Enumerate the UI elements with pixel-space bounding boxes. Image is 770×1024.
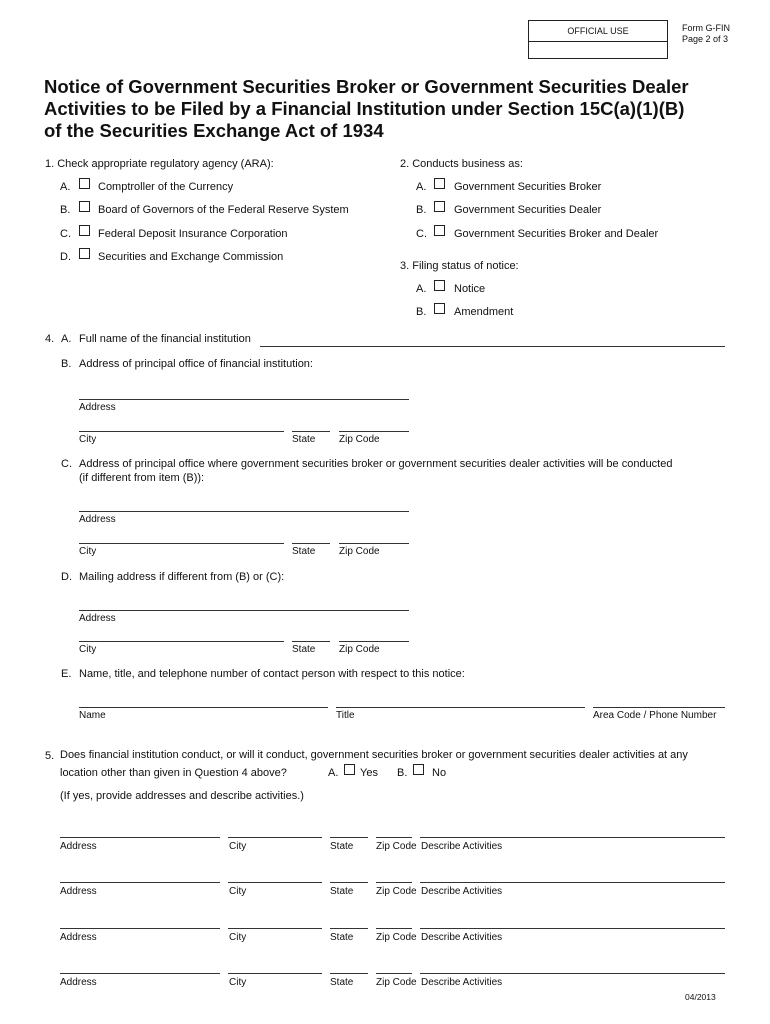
q1-a-text: Comptroller of the Currency [98,181,234,193]
c-zip-label: Zip Code [339,546,380,557]
row1-city-label: City [229,841,247,852]
q3-a-letter: A. [416,283,427,295]
row4-zip-label: Zip Code [376,977,417,988]
form-name: Form G-FIN [682,23,730,33]
row4-activities-field[interactable] [420,973,725,974]
form-id [682,23,730,45]
q5-yes-text: Yes [360,767,378,779]
row2-address-field[interactable] [60,882,220,883]
q3-b-checkbox[interactable] [434,303,445,314]
b-address-field[interactable] [79,399,409,400]
c-address-label: Address [79,514,116,525]
q2-a-text: Government Securities Broker [454,181,602,193]
row3-activities-label: Describe Activities [421,932,503,943]
row1-city-field[interactable] [228,837,322,838]
q5-text-1: Does financial institution conduct, or will it conduct, government securities broker or government securities dealer activities at any [60,749,688,761]
row1-activities-field[interactable] [420,837,725,838]
row4-zip-field[interactable] [376,973,412,974]
q5-note: (If yes, provide addresses and describe activities.) [60,790,304,802]
contact-phone-field[interactable] [593,707,725,708]
institution-name-field[interactable] [260,346,725,347]
q1-d-text: Securities and Exchange Commission [98,251,284,263]
row2-state-label: State [330,886,354,897]
b-state-label: State [292,434,316,445]
official-use-label: OFFICIAL USE [528,20,668,42]
row1-state-field[interactable] [330,837,368,838]
q5-no-text: No [432,767,447,779]
q2-c-text: Government Securities Broker and Dealer [454,228,659,240]
row2-zip-field[interactable] [376,882,412,883]
row3-address-field[interactable] [60,928,220,929]
q5-no-letter: B. [397,767,408,779]
b-city-label: City [79,434,97,445]
q3-label: 3. Filing status of notice: [400,260,519,272]
b-state-field[interactable] [292,431,330,432]
contact-name-field[interactable] [79,707,328,708]
row1-zip-label: Zip Code [376,841,417,852]
q1-a-letter: A. [60,181,71,193]
row4-state-field[interactable] [330,973,368,974]
q4-c-text-1: Address of principal office where government securities broker or government securities dealer activities will be conducted [79,458,673,470]
q3-a-text: Notice [454,283,486,295]
q1-b-text: Board of Governors of the Federal Reserve System [98,204,349,216]
q3-b-text: Amendment [454,306,514,318]
b-zip-field[interactable] [339,431,409,432]
row4-city-label: City [229,977,247,988]
b-address-label: Address [79,402,116,413]
q4-number: 4. [45,333,55,345]
q2-b-checkbox[interactable] [434,201,445,212]
row4-address-label: Address [60,977,97,988]
page-number: Page 2 of 3 [682,34,729,44]
q2-c-letter: C. [416,228,427,240]
q4-b-text: Address of principal office of financial institution: [79,358,313,370]
c-state-field[interactable] [292,543,330,544]
row3-state-label: State [330,932,354,943]
row3-city-label: City [229,932,247,943]
q4-c-letter: C. [61,458,72,470]
row4-activities-label: Describe Activities [421,977,503,988]
q4-e-text: Name, title, and telephone number of contact person with respect to this notice: [79,668,465,680]
b-city-field[interactable] [79,431,284,432]
d-city-field[interactable] [79,641,284,642]
row2-state-field[interactable] [330,882,368,883]
d-address-field[interactable] [79,610,409,611]
d-city-label: City [79,644,97,655]
q3-a-checkbox[interactable] [434,280,445,291]
q2-label: 2. Conducts business as: [400,158,523,170]
q5-yes-checkbox[interactable] [344,764,355,775]
contact-title-label: Title [336,710,355,721]
q2-b-text: Government Securities Dealer [454,204,602,216]
row1-zip-field[interactable] [376,837,412,838]
row3-zip-label: Zip Code [376,932,417,943]
q1-b-letter: B. [60,204,71,216]
q5-number: 5. [45,750,55,762]
q1-d-letter: D. [60,251,71,263]
q4-d-letter: D. [61,571,72,583]
title-line-2: Activities to be Filed by a Financial Institution under Section 15C(a)(1)(B) [44,98,685,119]
row2-zip-label: Zip Code [376,886,417,897]
q5-no-checkbox[interactable] [413,764,424,775]
d-state-label: State [292,644,316,655]
q4-c-text-2: (if different from item (B)): [79,472,205,484]
row3-address-label: Address [60,932,97,943]
row2-activities-field[interactable] [420,882,725,883]
row2-activities-label: Describe Activities [421,886,503,897]
row1-address-label: Address [60,841,97,852]
q5-yes-letter: A. [328,767,339,779]
contact-phone-label: Area Code / Phone Number [593,710,717,721]
c-city-label: City [79,546,97,557]
row2-address-label: Address [60,886,97,897]
row3-state-field[interactable] [330,928,368,929]
row3-zip-field[interactable] [376,928,412,929]
row4-address-field[interactable] [60,973,220,974]
q1-d-checkbox[interactable] [79,248,90,259]
q3-b-letter: B. [416,306,427,318]
contact-name-label: Name [79,710,106,721]
d-zip-field[interactable] [339,641,409,642]
form-title [44,76,704,142]
q2-c-checkbox[interactable] [434,225,445,236]
row1-state-label: State [330,841,354,852]
title-line-1: Notice of Government Securities Broker or Government Securities Dealer [44,76,689,97]
q2-b-letter: B. [416,204,427,216]
q1-c-text: Federal Deposit Insurance Corporation [98,228,288,240]
q4-a-letter: A. [61,333,72,345]
q1-c-letter: C. [60,228,71,240]
q1-a-checkbox[interactable] [79,178,90,189]
q4-d-text: Mailing address if different from (B) or (C): [79,571,285,583]
row2-city-field[interactable] [228,882,322,883]
row2-city-label: City [229,886,247,897]
d-address-label: Address [79,613,116,624]
b-zip-label: Zip Code [339,434,380,445]
c-state-label: State [292,546,316,557]
q4-a-text: Full name of the financial institution [79,333,251,345]
q1-b-checkbox[interactable] [79,201,90,212]
d-state-field[interactable] [292,641,330,642]
row4-state-label: State [330,977,354,988]
row1-address-field[interactable] [60,837,220,838]
q1-label: 1. Check appropriate regulatory agency (ARA): [45,158,274,170]
c-city-field[interactable] [79,543,284,544]
q4-e-letter: E. [61,668,72,680]
form-date: 04/2013 [685,992,716,1002]
row4-city-field[interactable] [228,973,322,974]
q5-text-2: location other than given in Question 4 above? [60,767,287,779]
q2-a-checkbox[interactable] [434,178,445,189]
q1-c-checkbox[interactable] [79,225,90,236]
c-address-field[interactable] [79,511,409,512]
contact-title-field[interactable] [336,707,585,708]
title-line-3: of the Securities Exchange Act of 1934 [44,120,384,141]
c-zip-field[interactable] [339,543,409,544]
d-zip-label: Zip Code [339,644,380,655]
row3-activities-field[interactable] [420,928,725,929]
row1-activities-label: Describe Activities [421,841,503,852]
row3-city-field[interactable] [228,928,322,929]
q2-a-letter: A. [416,181,427,193]
q4-b-letter: B. [61,358,72,370]
